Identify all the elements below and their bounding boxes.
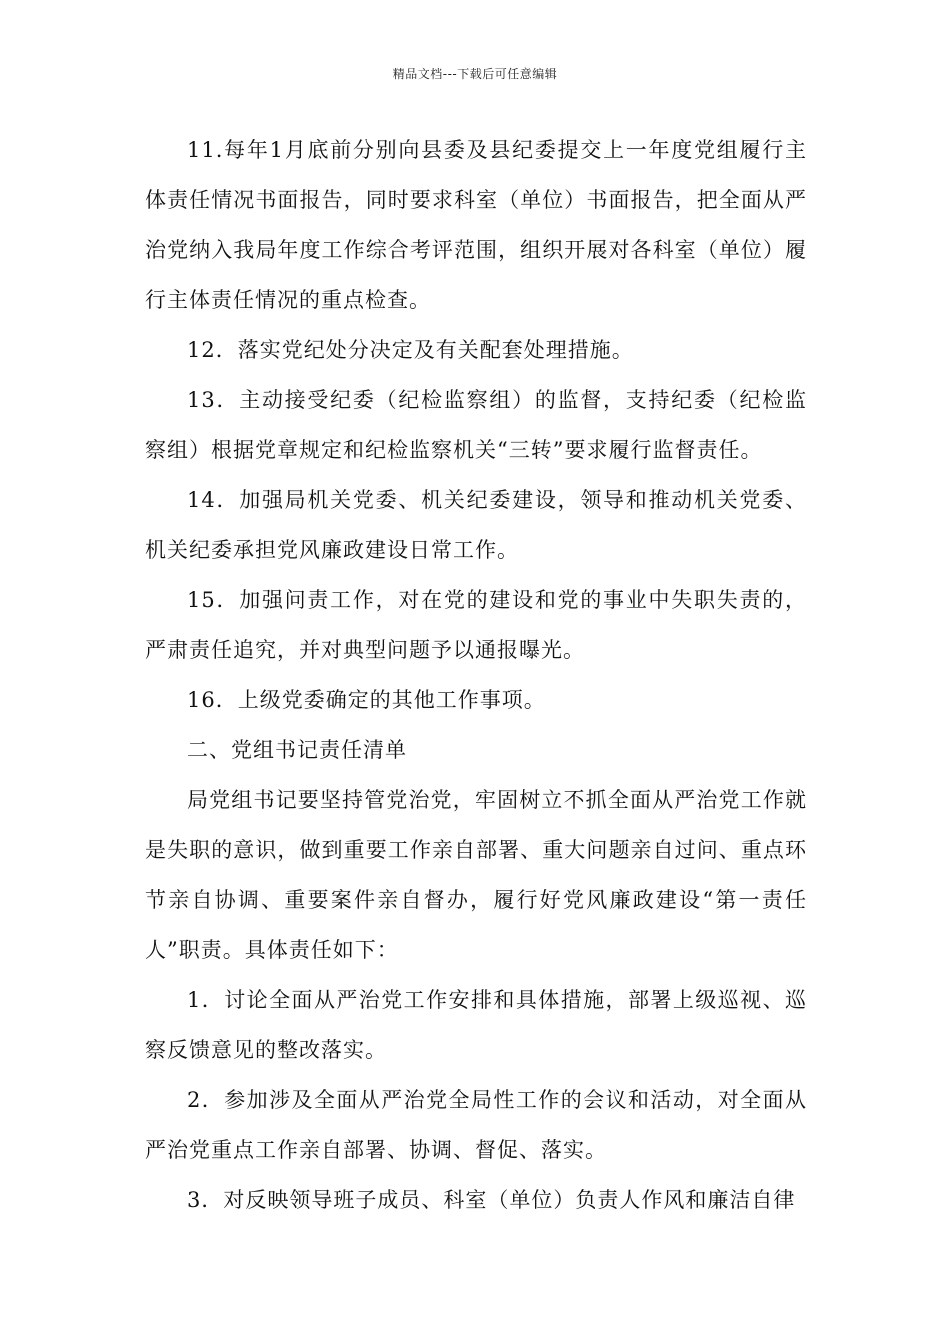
paragraph-item-13: 13．主动接受纪委（纪检监察组）的监督，支持纪委（纪检监察组）根据党章规定和纪检监察机关“三转”要求履行监督责任。 [145,388,807,462]
document-body [145,125,807,1225]
section-intro: 局党组书记要坚持管党治党，牢固树立不抓全面从严治党工作就是失职的意识，做到重要工作亲自部署、重大问题亲自过问、重点环节亲自协调、重要案件亲自督办，履行好党风廉政建设“第一责任人”职责。具体责任如下： [145,788,807,962]
paragraph-item-15: 15．加强问责工作，对在党的建设和党的事业中失职失责的，严肃责任追究，并对典型问题予以通报曝光。 [145,588,807,662]
paragraph-item-2: 2．参加涉及全面从严治党全局性工作的会议和活动，对全面从严治党重点工作亲自部署、协调、督促、落实。 [145,1088,807,1162]
paragraph-item-16: 16．上级党委确定的其他工作事项。 [187,688,546,712]
paragraph-item-1: 1．讨论全面从严治党工作安排和具体措施，部署上级巡视、巡察反馈意见的整改落实。 [145,988,807,1062]
paragraph-item-12: 12．落实党纪处分决定及有关配套处理措施。 [187,338,634,362]
paragraph-item-3: 3．对反映领导班子成员、科室（单位）负责人作风和廉洁自律 [187,1188,796,1212]
paragraph-item-11: 11.每年1月底前分别向县委及县纪委提交上一年度党组履行主体责任情况书面报告，同时要求科室（单位）书面报告，把全面从严治党纳入我局年度工作综合考评范围，组织开展对各科室（单位）履行主体责任情况的重点检查。 [145,138,807,312]
page-header: 精品文档---下载后可任意编辑 [392,67,558,81]
section-heading: 二、党组书记责任清单 [187,738,407,762]
paragraph-item-14: 14．加强局机关党委、机关纪委建设，领导和推动机关党委、机关纪委承担党风廉政建设日常工作。 [145,488,807,562]
